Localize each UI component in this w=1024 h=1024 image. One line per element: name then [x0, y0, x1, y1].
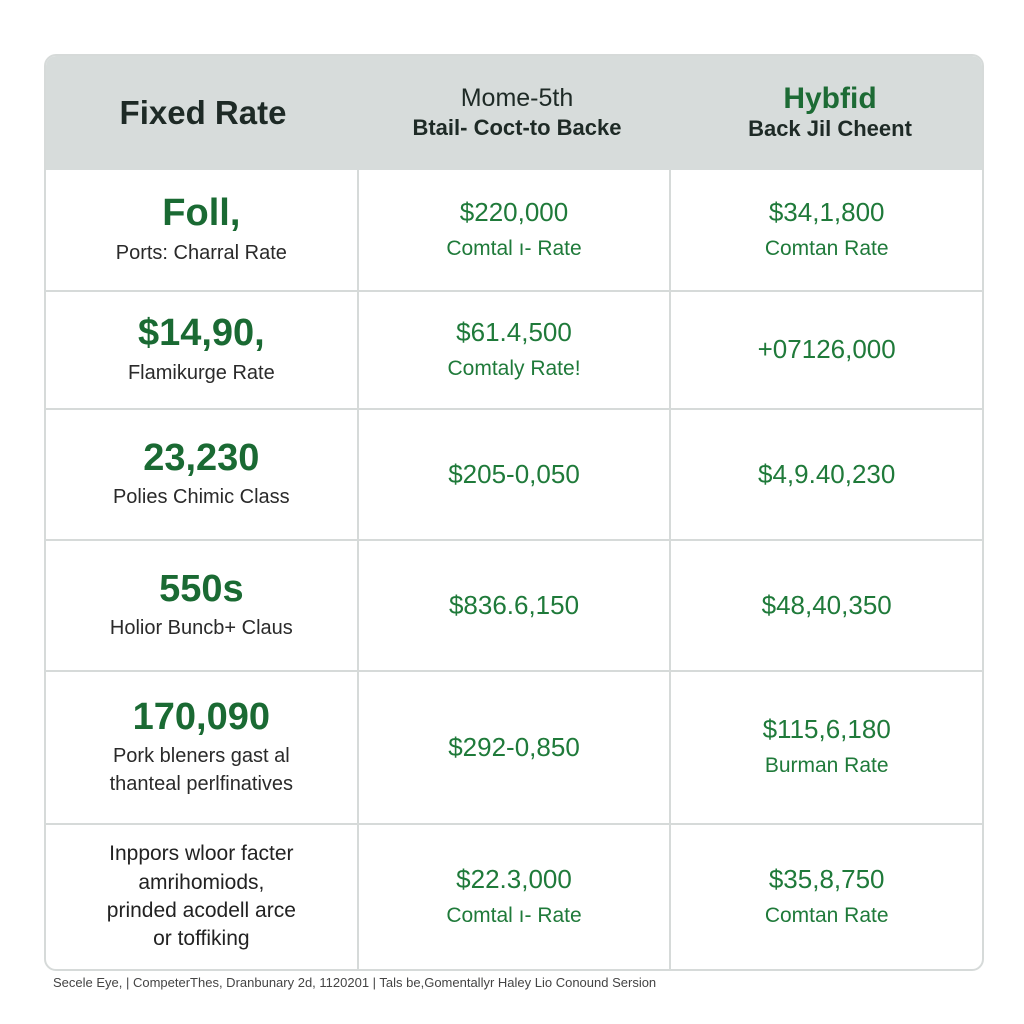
table-cell [359, 410, 672, 539]
table-row [46, 170, 982, 290]
cell-label: Comtan Rate [764, 903, 889, 927]
table-cell [46, 672, 359, 823]
cell-note-line3: prinded acodell arce [106, 899, 296, 922]
cell-main-value: $35,8,750 [768, 863, 885, 894]
cell-main-value: $220,000 [459, 196, 569, 227]
table-cell [671, 410, 982, 539]
table-cell [46, 410, 359, 539]
table-header [46, 56, 982, 170]
header-col3-subtitle: Back Jil Cheent [748, 116, 912, 142]
header-col1-title: Fixed Rate [119, 94, 287, 131]
cell-main-value: $836.6,150 [448, 589, 580, 620]
cell-main-value: Foll, [162, 192, 241, 235]
table-row [46, 539, 982, 670]
table-cell [671, 541, 982, 670]
table-row [46, 823, 982, 969]
cell-note-line2: amrihomiods, [138, 870, 265, 894]
cell-main-value: 23,230 [143, 436, 260, 479]
cell-label: Holior Buncb+ Claus [109, 617, 293, 640]
cell-label: Comtal ı- Rate [446, 903, 582, 927]
table-cell [46, 292, 359, 408]
cell-main-value: $22.3,000 [456, 863, 572, 894]
table-cell [359, 292, 672, 408]
header-col2-title: Mome-5th [460, 84, 574, 113]
cell-main-value: $115,6,180 [762, 714, 891, 745]
table-cell [46, 825, 359, 969]
cell-main-value: $14,90, [137, 312, 265, 355]
comparison-table [44, 54, 984, 971]
cell-main-value: $4,9.40,230 [758, 458, 896, 489]
table-cell [359, 541, 672, 670]
cell-label-line2: thanteal perlfinatives [109, 773, 294, 796]
cell-main-value: $48,40,350 [761, 589, 892, 620]
table-row [46, 670, 982, 823]
cell-main-value: 550s [159, 567, 244, 610]
table-body [46, 170, 982, 969]
cell-main-value: $292-0,850 [448, 731, 580, 762]
header-hybrid [674, 56, 984, 170]
table-cell [359, 825, 672, 969]
table-row [46, 290, 982, 408]
table-cell [359, 170, 672, 290]
cell-main-value: $205-0,050 [448, 458, 580, 489]
header-col3-title: Hybfid [783, 82, 877, 116]
cell-note-line4: or toffiking [153, 927, 250, 951]
cell-main-value: 170,090 [132, 695, 271, 738]
table-cell [671, 170, 982, 290]
header-fixed-rate [46, 56, 360, 170]
table-cell [671, 825, 982, 969]
cell-label: Burman Rate [764, 754, 889, 778]
cell-label: Flamikurge Rate [127, 361, 275, 384]
header-col2 [360, 56, 674, 170]
cell-note-line1: Inppors wloor facter [109, 842, 294, 866]
cell-main-value: $34,1,800 [768, 196, 885, 227]
cell-label: Polies Chimic Class [112, 486, 290, 509]
table-cell [671, 672, 982, 823]
cell-label: Ports: Charral Rate [115, 241, 287, 264]
table-cell [671, 292, 982, 408]
table-cell [46, 541, 359, 670]
footer-caption: Secele Eye, | CompeterThes, Dranbunary 2d, 1120201 | Tals be,Gomentallyr Haley Lio Conound Sersion [53, 975, 657, 990]
cell-label: Comtal ı- Rate [446, 236, 582, 260]
cell-main-value: $61.4,500 [456, 316, 572, 347]
table-cell [46, 170, 359, 290]
table-row [46, 408, 982, 539]
cell-main-value: +07126,000 [757, 334, 896, 365]
cell-label: Comtaly Rate! [447, 356, 581, 380]
header-col2-subtitle: Btail- Coct-to Backe [412, 115, 622, 141]
table-cell [359, 672, 672, 823]
cell-label: Comtan Rate [764, 236, 889, 260]
cell-label-line1: Pork bleners gast al [112, 745, 290, 768]
